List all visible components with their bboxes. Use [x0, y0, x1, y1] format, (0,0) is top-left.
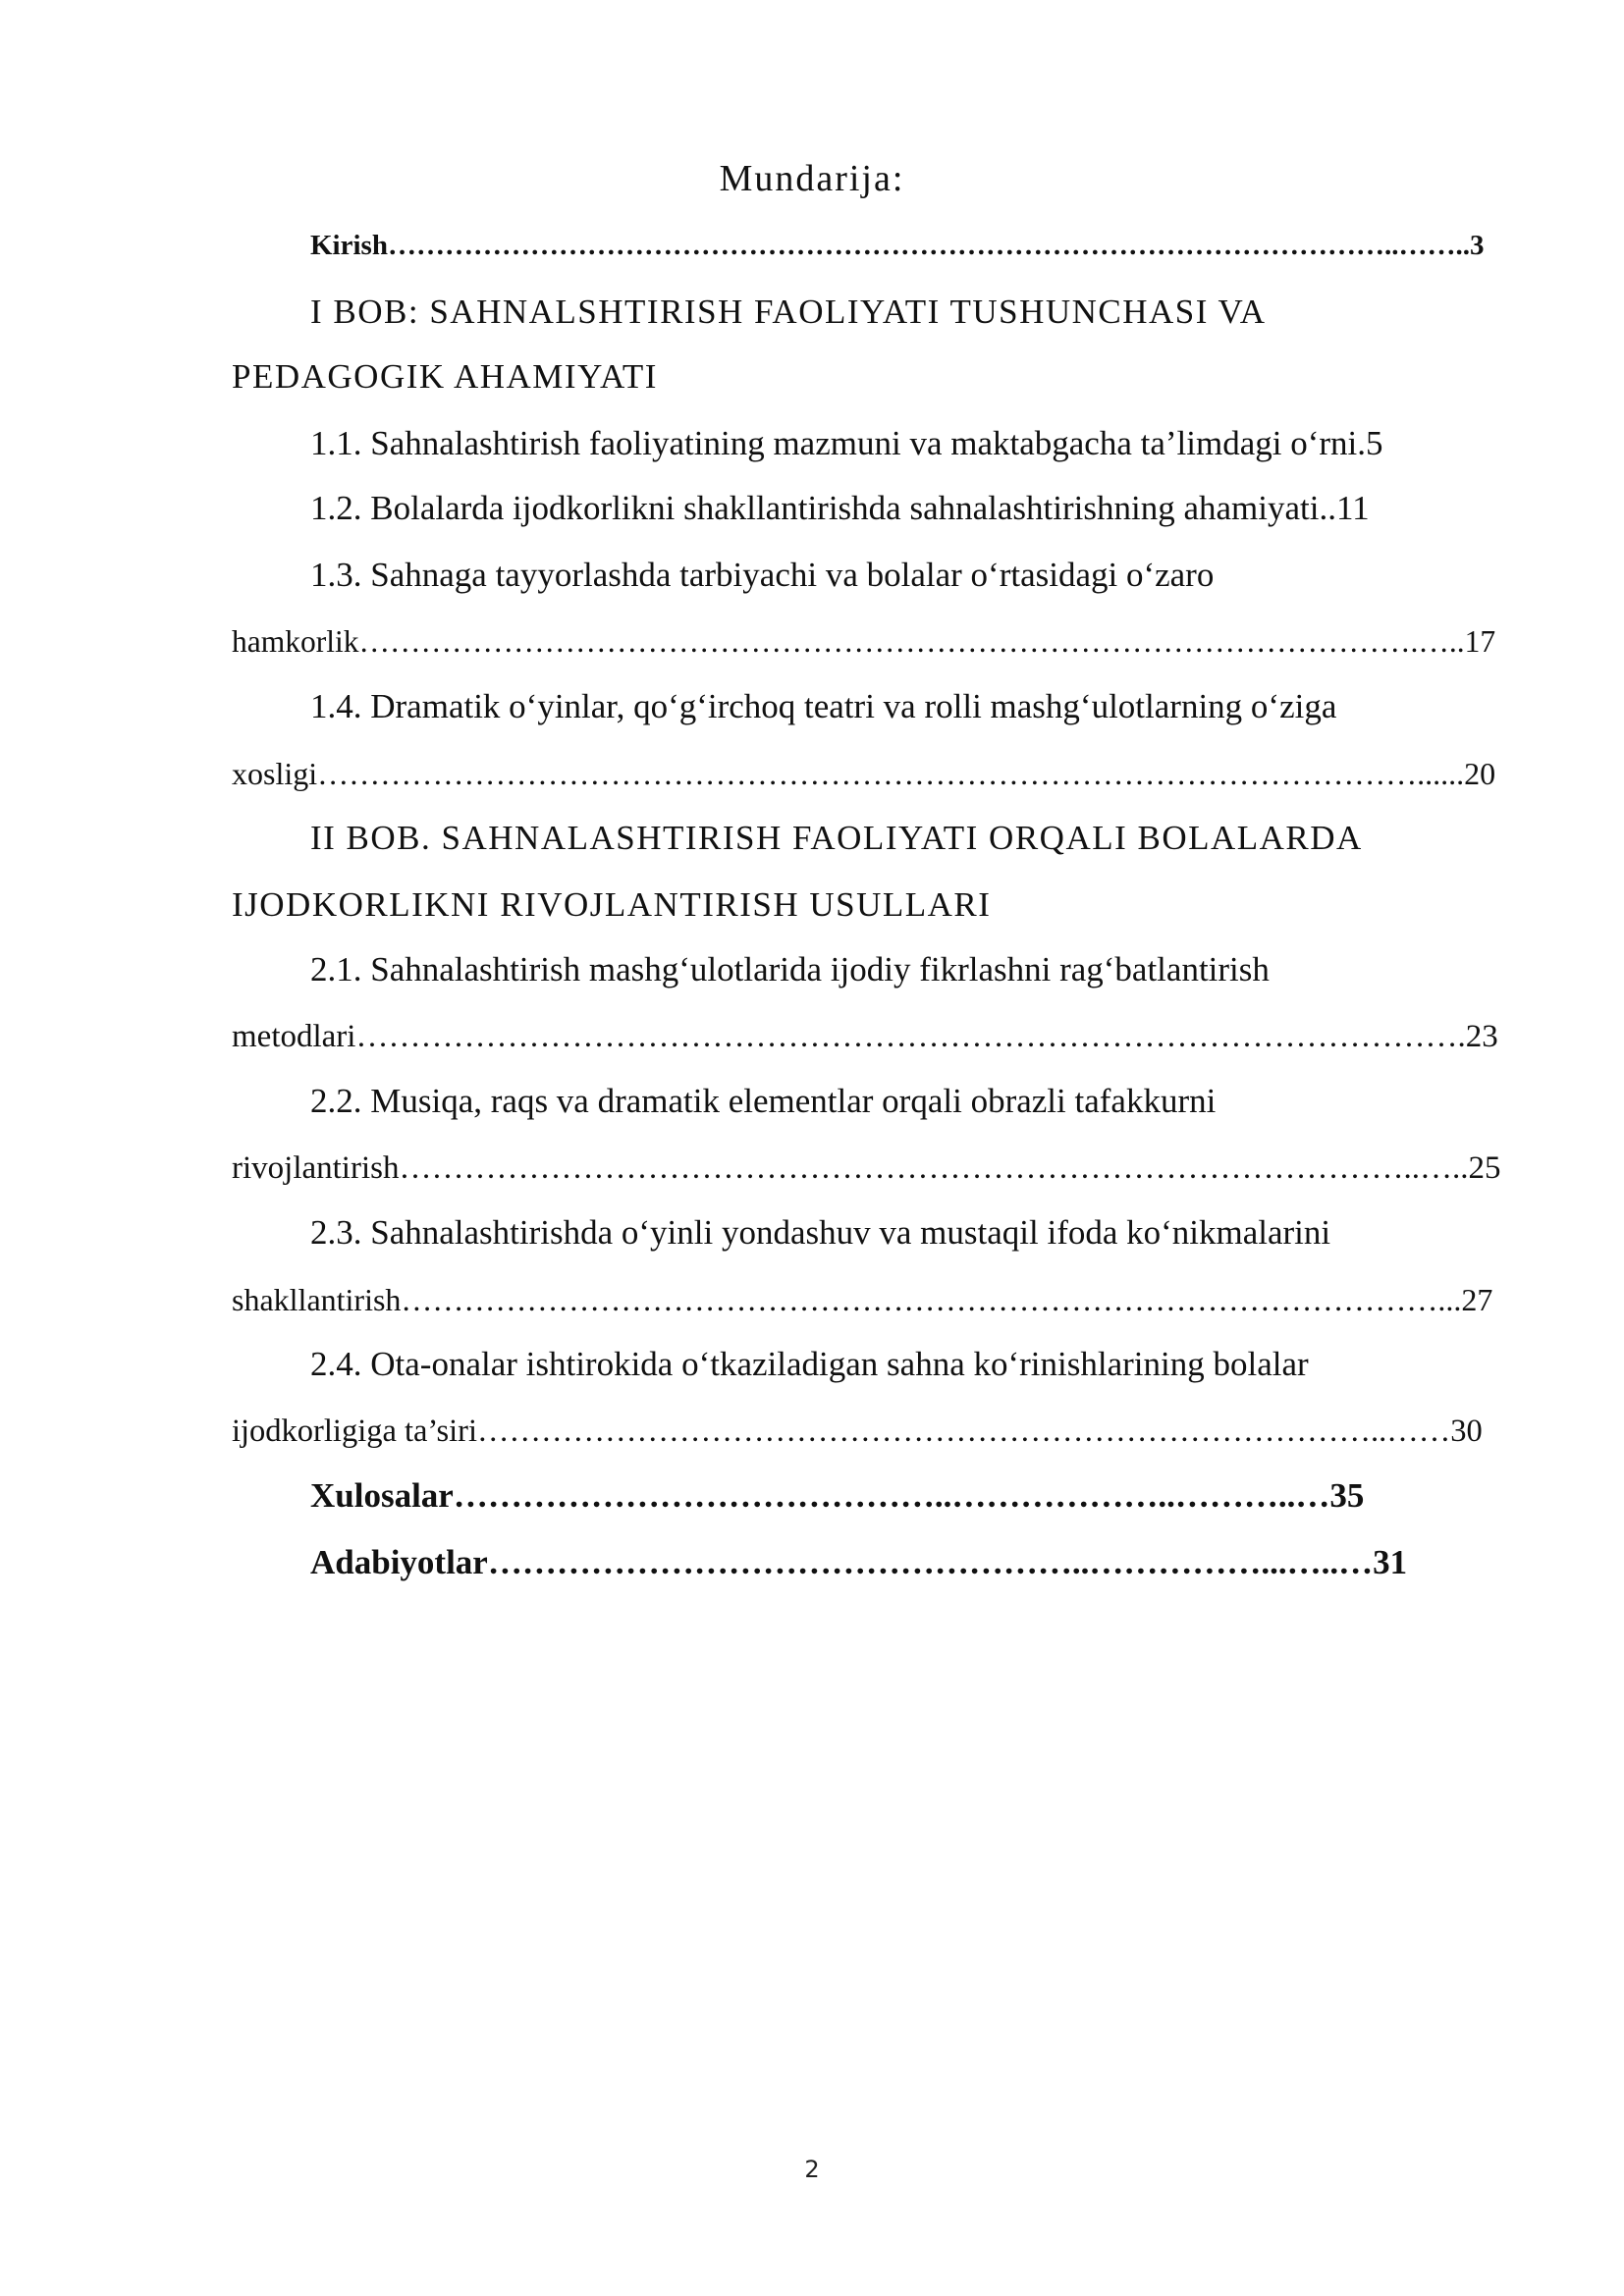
toc-title: Mundarija:: [719, 158, 905, 199]
toc-entry-1-2: 1.2. Bolalarda ijodkorlikni shakllantirishda sahnalashtirishning ahamiyati..11: [310, 489, 1370, 527]
toc-entry-adabiyotlar: Adabiyotlar……………………………………………..……………...…..…31: [310, 1543, 1408, 1581]
toc-entry-2-1-cont: metodlari………………………………………………………………………………………….23: [232, 1019, 1498, 1054]
toc-entry-2-4-cont: ijodkorligiga ta’siri…………………………………………………………………………..……30: [232, 1414, 1483, 1449]
toc-entry-2-3: 2.3. Sahnalashtirishda o‘yinli yondashuv va mustaqil ifoda ko‘nikmalarini: [310, 1213, 1331, 1252]
toc-chapter-1-title: I BOB: SAHNALSHTIRISH FAOLIYATI TUSHUNCHASI VA: [310, 293, 1267, 331]
toc-entry-2-2: 2.2. Musiqa, raqs va dramatik elementlar orqali obrazli tafakkurni: [310, 1082, 1217, 1120]
toc-entry-1-3-cont: hamkorlik………………………………………………………………………………………….…..17: [232, 624, 1496, 659]
toc-entry-1-4-cont: xosligi……………………………………………………………………………………………......20: [232, 756, 1496, 791]
page-number: 2: [804, 2156, 820, 2183]
toc-entry-1-4: 1.4. Dramatik o‘yinlar, qo‘g‘irchoq teatri va rolli mashg‘ulotlarning o‘ziga: [310, 687, 1337, 725]
toc-chapter-1-title-cont: PEDAGOGIK AHAMIYATI: [232, 357, 658, 396]
toc-chapter-2-title-cont: IJODKORLIKNI RIVOJLANTIRISH USULLARI: [232, 885, 992, 924]
toc-entry-2-2-cont: rivojlantirish…………………………………………………………………………………..…..25: [232, 1150, 1501, 1186]
toc-entry-2-3-cont: shakllantirish………………………………………………………………………………………...27: [232, 1282, 1493, 1317]
toc-entry-kirish: Kirish……………………………………………………………………………………………..……..3: [310, 230, 1485, 261]
toc-entry-2-1: 2.1. Sahnalashtirish mashg‘ulotlarida ijodiy fikrlashni rag‘batlantirish: [310, 950, 1270, 988]
toc-entry-1-3: 1.3. Sahnaga tayyorlashda tarbiyachi va bolalar o‘rtasidagi o‘zaro: [310, 556, 1215, 594]
toc-entry-2-4: 2.4. Ota-onalar ishtirokida o‘tkaziladigan sahna ko‘rinishlarining bolalar: [310, 1345, 1309, 1383]
toc-entry-1-1: 1.1. Sahnalashtirish faoliyatining mazmuni va maktabgacha ta’limdagi o‘rni.5: [310, 424, 1383, 462]
toc-chapter-2-title: II BOB. SAHNALASHTIRISH FAOLIYATI ORQALI BOLALARDA: [310, 819, 1363, 857]
toc-entry-xulosalar: Xulosalar……………………………………..………………..………..…35: [310, 1476, 1365, 1515]
